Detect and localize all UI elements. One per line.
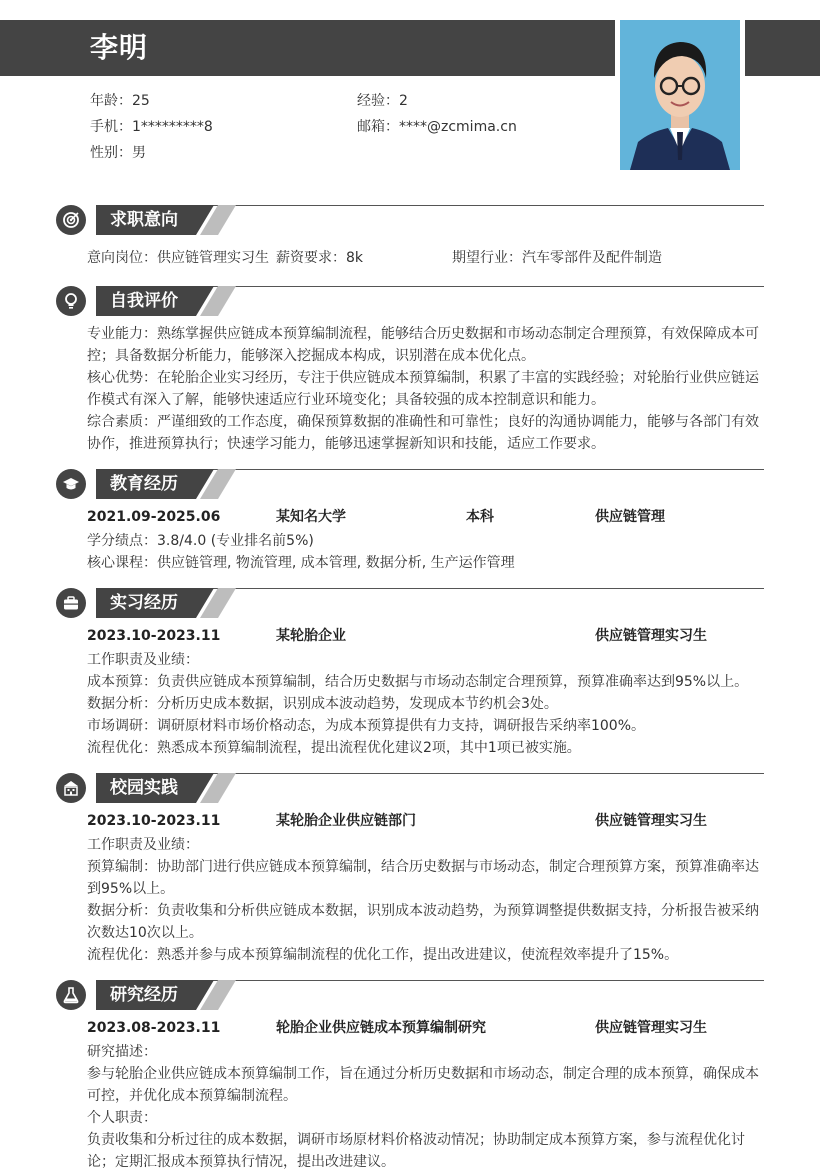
campus-duties-label: 工作职责及业绩： (87, 837, 199, 853)
intern-company: 某轮胎企业 (276, 628, 346, 644)
building-icon (56, 773, 86, 803)
intent-position: 意向岗位：供应链管理实习生 (87, 250, 269, 266)
research-duties: 负责收集和分析过往的成本数据，调研市场原材料价格波动情况；协助制定成本预算方案，参与流程优化讨论；定期汇报成本预算执行情况，提出改进建议。 (87, 1132, 745, 1170)
name-bar (0, 20, 615, 76)
intern-duty-analysis: 数据分析：分析历史成本数据，识别成本波动趋势，发现成本节约机会3处。 (87, 696, 558, 712)
edu-degree: 本科 (466, 509, 494, 525)
section-title-campus: 校园实践 (96, 773, 236, 803)
intern-duties-label: 工作职责及业绩： (87, 652, 199, 668)
research-role: 供应链管理实习生 (595, 1020, 707, 1036)
lightbulb-icon (56, 286, 86, 316)
gender-field: 性别：男 (90, 145, 146, 161)
research-desc-label: 研究描述： (87, 1044, 157, 1060)
intern-duty-process: 流程优化：熟悉成本预算编制流程，提出流程优化建议2项，其中1项已被实施。 (87, 740, 581, 756)
research-date: 2023.08-2023.11 (87, 1020, 221, 1036)
intent-industry: 期望行业：汽车零部件及配件制造 (452, 250, 662, 266)
edu-gpa: 学分绩点：3.8/4.0 (专业排名前5%) (87, 533, 314, 549)
edu-school: 某知名大学 (276, 509, 346, 525)
section-title-internship: 实习经历 (96, 588, 236, 618)
intern-role: 供应链管理实习生 (595, 628, 707, 644)
profile-photo (620, 20, 740, 170)
campus-duty-process: 流程优化：熟悉并参与成本预算编制流程的优化工作，提出改进建议，使流程效率提升了15%。 (87, 947, 679, 963)
section-title-intent: 求职意向 (96, 205, 236, 235)
self-eval-quality: 综合素质：严谨细致的工作态度，确保预算数据的准确性和可靠性；良好的沟通协调能力，能够与各部门有效协作，推进预算执行；快速学习能力，能够迅速掌握新知识和技能，适应工作要求。 (87, 414, 759, 452)
campus-duty-analysis: 数据分析：负责收集和分析供应链成本数据，识别成本波动趋势，为预算调整提供数据支持，分析报告被采纳次数达10次以上。 (87, 903, 759, 941)
candidate-name: 李明 (90, 31, 149, 64)
graduation-cap-icon (56, 469, 86, 499)
intern-date: 2023.10-2023.11 (87, 628, 221, 644)
campus-org: 某轮胎企业供应链部门 (276, 813, 416, 829)
section-title-education: 教育经历 (96, 469, 236, 499)
header-accent-block (745, 20, 820, 76)
edu-courses: 核心课程：供应链管理, 物流管理, 成本管理, 数据分析, 生产运作管理 (87, 555, 515, 571)
intern-duty-budget: 成本预算：负责供应链成本预算编制，结合历史数据与市场动态制定合理预算，预算准确率达到95%以上。 (87, 674, 749, 690)
research-duties-label: 个人职责： (87, 1110, 157, 1126)
research-description: 参与轮胎企业供应链成本预算编制工作，旨在通过分析历史数据和市场动态，制定合理的成本预算，确保成本可控，并优化成本预算编制流程。 (87, 1066, 759, 1104)
email-field: 邮箱：****@zcmima.cn (357, 119, 517, 135)
age-field: 年龄：25 (90, 93, 150, 109)
flask-icon (56, 980, 86, 1010)
target-icon (56, 205, 86, 235)
edu-major: 供应链管理 (595, 509, 665, 525)
campus-date: 2023.10-2023.11 (87, 813, 221, 829)
campus-role: 供应链管理实习生 (595, 813, 707, 829)
phone-field: 手机：1*********8 (90, 119, 213, 135)
edu-date: 2021.09-2025.06 (87, 509, 221, 525)
self-eval-advantage: 核心优势：在轮胎企业实习经历，专注于供应链成本预算编制，积累了丰富的实践经验；对轮胎行业供应链运作模式有深入了解，能够快速适应行业环境变化；具备较强的成本控制意识和能力。 (87, 370, 759, 408)
section-title-research: 研究经历 (96, 980, 236, 1010)
research-project: 轮胎企业供应链成本预算编制研究 (276, 1020, 486, 1036)
intent-salary: 薪资要求：8k (276, 250, 364, 266)
section-title-self: 自我评价 (96, 286, 236, 316)
self-eval-professional: 专业能力：熟练掌握供应链成本预算编制流程，能够结合历史数据和市场动态制定合理预算，有效保障成本可控；具备数据分析能力，能够深入挖掘成本构成，识别潜在成本优化点。 (87, 326, 759, 364)
intern-duty-research: 市场调研：调研原材料市场价格动态，为成本预算提供有力支持，调研报告采纳率100%。 (87, 718, 646, 734)
experience-field: 经验：2 (357, 93, 408, 109)
campus-duty-budget: 预算编制：协助部门进行供应链成本预算编制，结合历史数据与市场动态，制定合理预算方案，预算准确率达到95%以上。 (87, 859, 759, 897)
briefcase-icon (56, 588, 86, 618)
